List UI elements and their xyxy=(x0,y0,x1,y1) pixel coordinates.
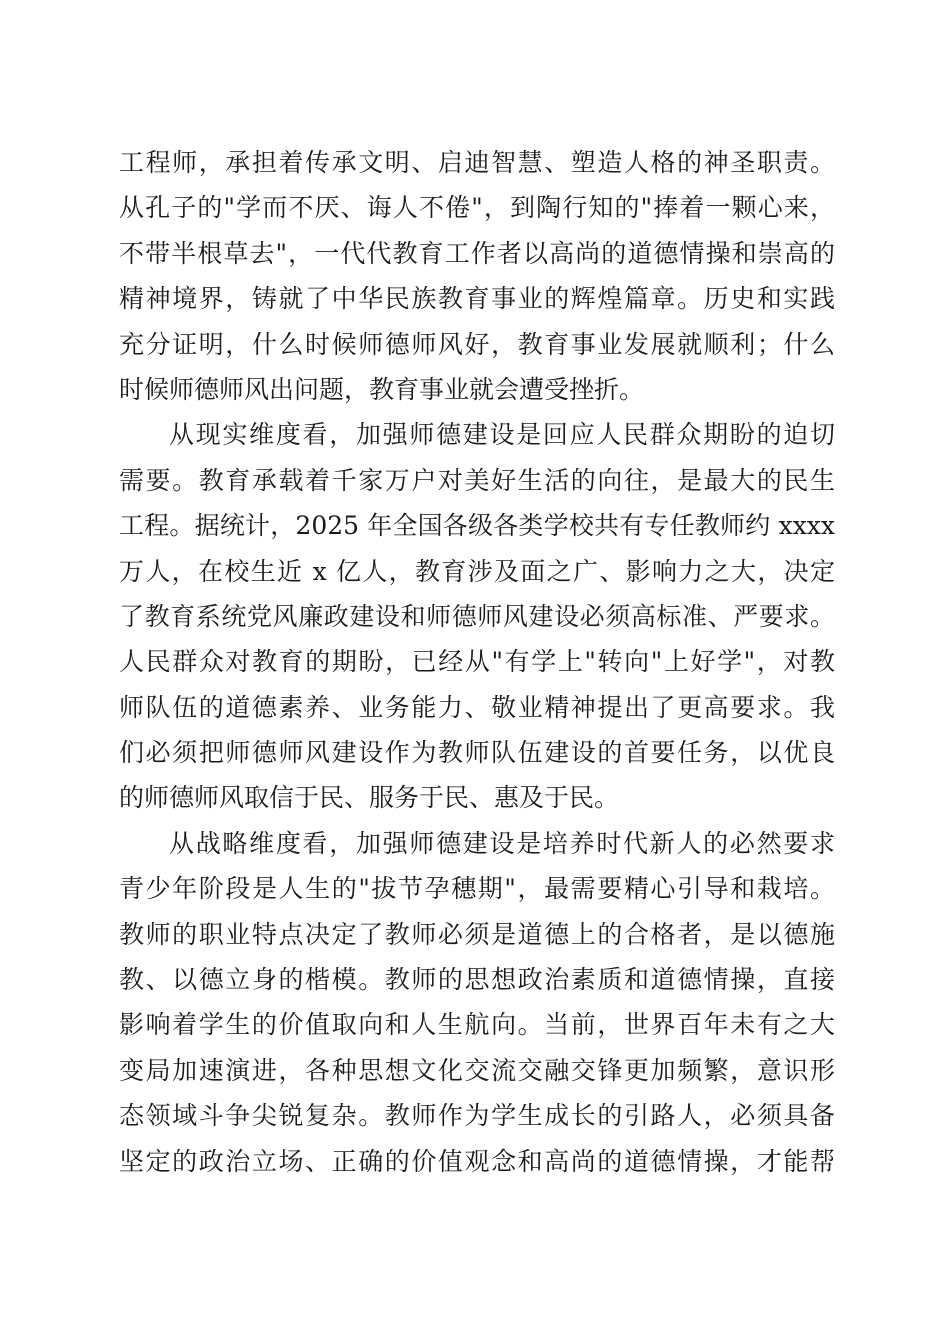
text-line: 了教育系统党风廉政建设和师德师风建设必须高标准、严要求。 xyxy=(119,601,835,631)
text-line: 教、以德立身的楷模。教师的思想政治素质和道德情操，直接 xyxy=(119,965,835,995)
text-line: 工程。据统计，2025 年全国各级各类学校共有专任教师约 xxxx xyxy=(119,511,835,541)
text-line: 需要。教育承载着千家万户对美好生活的向往，是最大的民生 xyxy=(119,465,835,495)
text-line: 青少年阶段是人生的"拔节孕穗期"，最需要精心引导和栽培。 xyxy=(119,874,835,904)
text-line: 从孔子的"学而不厌、诲人不倦"，到陶行知的"捧着一颗心来， xyxy=(119,193,835,223)
text-line: 从现实维度看，加强师德建设是回应人民群众期盼的迫切 xyxy=(169,420,835,450)
text-line: 万人，在校生近 x 亿人，教育涉及面之广、影响力之大，决定 xyxy=(119,556,835,586)
text-line: 时候师德师风出问题，教育事业就会遭受挫折。 xyxy=(119,374,645,404)
text-line: 们必须把师德师风建设作为教师队伍建设的首要任务，以优良 xyxy=(119,738,835,768)
body-text xyxy=(119,140,835,1184)
text-line: 人民群众对教育的期盼，已经从"有学上"转向"上好学"，对教 xyxy=(119,647,835,677)
text-line: 从战略维度看，加强师德建设是培养时代新人的必然要求 xyxy=(169,828,835,858)
text-line: 的师德师风取信于民、服务于民、惠及于民。 xyxy=(119,783,620,813)
paragraph-3 xyxy=(119,821,835,1184)
text-line: 充分证明，什么时候师德师风好，教育事业发展就顺利；什么 xyxy=(119,329,835,359)
text-line: 精神境界，铸就了中华民族教育事业的辉煌篇章。历史和实践 xyxy=(119,284,835,314)
text-line: 态领域斗争尖锐复杂。教师作为学生成长的引路人，必须具备 xyxy=(119,1101,835,1131)
text-line: 教师的职业特点决定了教师必须是道德上的合格者，是以德施 xyxy=(119,919,835,949)
text-line: 不带半根草去"，一代代教育工作者以高尚的道德情操和崇高的 xyxy=(119,238,835,268)
paragraph-1 xyxy=(119,140,835,412)
text-line: 变局加速演进，各种思想文化交流交融交锋更加频繁，意识形 xyxy=(119,1055,835,1085)
text-line: 工程师，承担着传承文明、启迪智慧、塑造人格的神圣职责。 xyxy=(119,148,835,177)
text-line: 影响着学生的价值取向和人生航向。当前，世界百年未有之大 xyxy=(119,1010,835,1040)
paragraph-2 xyxy=(119,412,835,821)
text-line: 师队伍的道德素养、业务能力、敬业精神提出了更高要求。我 xyxy=(119,692,835,722)
text-line: 坚定的政治立场、正确的价值观念和高尚的道德情操，才能帮 xyxy=(119,1146,835,1176)
